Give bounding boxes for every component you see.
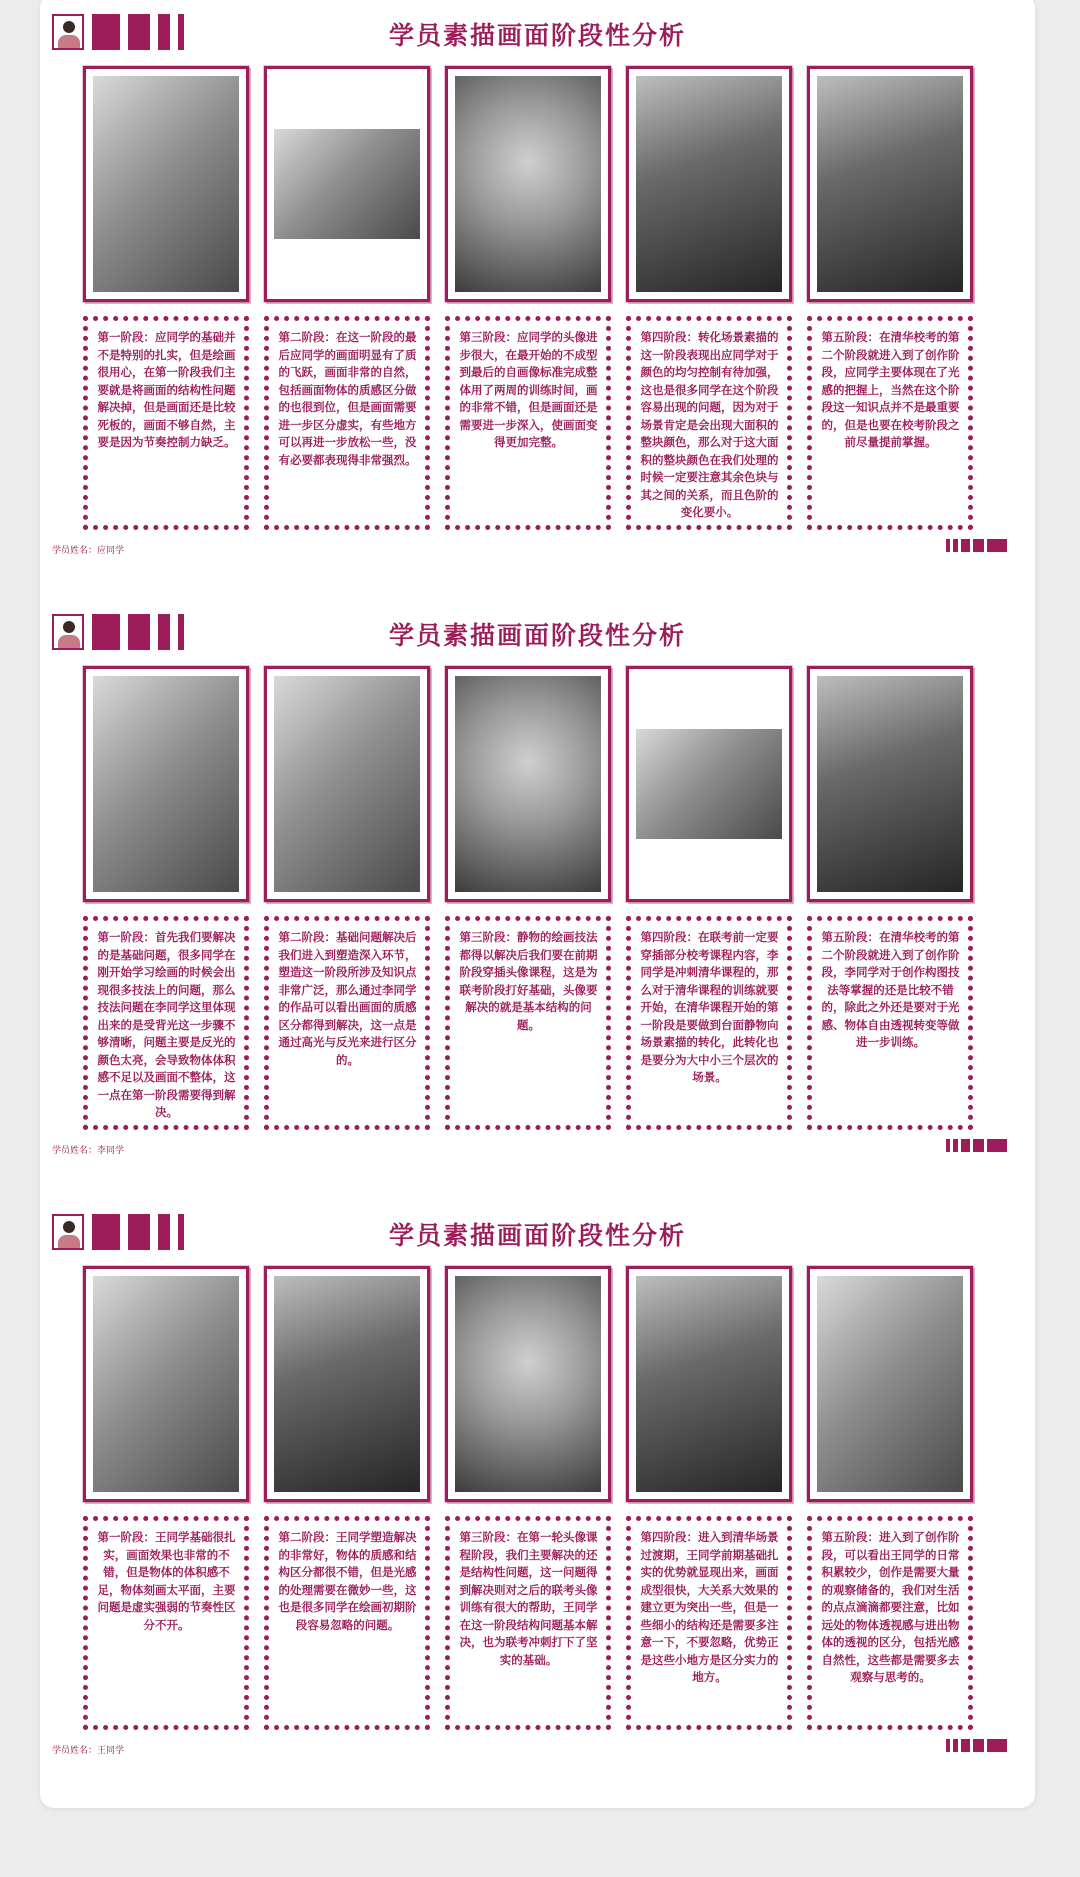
stage-1-photo [83,666,249,902]
student-name-label: 学员姓名：李同学 [52,1146,125,1156]
drawing-image [636,76,782,292]
stage-1-analysis: 第一阶段：首先我们要解决的是基础问题，很多同学在刚开始学习绘画的时候会出现很多技法上的问题，那么技法问题在李同学这里体现出来的是受背光这一步骤不够清晰，问题主要是反光的颜色太亮，会导致物体体积感不足以及画面不整体，这一点在第一阶段需要得到解决。 [83,916,249,1130]
stage-5-photo [807,666,973,902]
stage-1-photo [83,1266,249,1502]
stage-5-photo [807,66,973,302]
page-card [40,0,1035,1808]
drawing-image [817,76,963,292]
drawing-image [274,129,420,239]
stage-2-analysis: 第二阶段：基础问题解决后我们进入到塑造深入环节，塑造这一阶段所涉及知识点非常广泛，那么通过李同学的作品可以看出画面的质感区分都得到解决，这一点是通过高光与反光来进行区分的。 [264,916,430,1130]
stage-2-photo [264,1266,430,1502]
student-name-label: 学员姓名：应同学 [52,546,125,556]
analysis-section [40,0,1035,554]
stage-4-photo [626,66,792,302]
section-title: 学员素描画面阶段性分析 [388,621,686,650]
stage-1-analysis: 第一阶段：应同学的基础并不是特别的扎实，但是绘画很用心，在第一阶段我们主要就是将画面的结构性问题解决掉，但是画面还是比较死板的，画面不够自然，主要是因为节奏控制力缺乏。 [83,316,249,530]
analysis-section [40,594,1035,1154]
stage-5-analysis: 第五阶段：进入到了创作阶段，可以看出王同学的日常积累较少，创作是需要大量的观察储备的，我们对生活的点点滴滴都要注意，比如远处的物体透视感与进出物体的透视的区分，包括光感自然性，这些都是需要多去观察与思考的。 [807,1516,973,1730]
stage-4-analysis: 第四阶段：转化场景素描的这一阶段表现出应同学对于颜色的均匀控制有待加强，这也是很多同学在这个阶段容易出现的问题，因为对于场景肯定是会出现大面积的整块颜色，那么对于这大面积的整块颜色在我们处理的时候一定要注意其余色块与其之间的关系，而且色阶的变化要小。 [626,316,792,530]
drawing-image [93,1276,239,1492]
stage-2-photo [264,66,430,302]
analysis-section [40,1194,1035,1754]
drawing-image [636,729,782,839]
student-name-label: 学员姓名：王同学 [52,1746,125,1756]
stage-2-photo [264,666,430,902]
stage-4-photo [626,666,792,902]
stage-1-photo [83,66,249,302]
stage-2-analysis: 第二阶段：在这一阶段的最后应同学的画面明显有了质的飞跃，画面非常的自然，包括画面物体的质感区分做的也很到位，但是画面需要进一步区分虚实，有些地方可以再进一步放松一些，没有必要都表现得非常强烈。 [264,316,430,530]
stage-2-analysis: 第二阶段：王同学塑造解决的非常好，物体的质感和结构区分都很不错，但是光感的处理需要在微妙一些，这也是很多同学在绘画初期阶段容易忽略的问题。 [264,1516,430,1730]
drawing-image [455,76,601,292]
section-title: 学员素描画面阶段性分析 [388,21,686,50]
drawing-image [93,76,239,292]
stage-3-analysis: 第三阶段：应同学的头像进步很大，在最开始的不成型到最后的自画像标准完成整体用了两周的训练时间，画的非常不错，但是画面还是需要进一步深入，使画面变得更加完整。 [445,316,611,530]
stage-4-analysis: 第四阶段：在联考前一定要穿插部分校考课程内容，李同学是冲刺清华课程的，那么对于清华课程的训练就要开始，在清华课程开始的第一阶段是要做到台面静物向场景素描的转化，此转化也是要分为大中小三个层次的场景。 [626,916,792,1130]
drawing-image [455,1276,601,1492]
footer-decoration [946,1139,1007,1152]
drawing-image [274,676,420,892]
drawing-image [817,676,963,892]
stage-5-photo [807,1266,973,1502]
footer-decoration [946,539,1007,552]
drawing-image [274,1276,420,1492]
stage-5-analysis: 第五阶段：在清华校考的第二个阶段就进入到了创作阶段，李同学对于创作构图技法等掌握的还是比较不错的，除此之外还是要对于光感、物体自由透视转变等做进一步训练。 [807,916,973,1130]
stage-3-analysis: 第三阶段：静物的绘画技法都得以解决后我们要在前期阶段穿插头像课程，这是为联考阶段打好基础，头像要解决的就是基本结构的问题。 [445,916,611,1130]
drawing-image [636,1276,782,1492]
drawing-image [93,676,239,892]
stage-4-photo [626,1266,792,1502]
section-title: 学员素描画面阶段性分析 [388,1221,686,1250]
stage-3-analysis: 第三阶段：在第一轮头像课程阶段，我们主要解决的还是结构性问题，这一问题得到解决则对之后的联考头像训练有很大的帮助，王同学在这一阶段结构问题基本解决，也为联考冲刺打下了坚实的基础。 [445,1516,611,1730]
stage-3-photo [445,666,611,902]
drawing-image [455,676,601,892]
stage-1-analysis: 第一阶段：王同学基础很扎实，画面效果也非常的不错，但是物体的体积感不足，物体刻画太平面，主要问题是虚实强弱的节奏性区分不开。 [83,1516,249,1730]
stage-3-photo [445,1266,611,1502]
stage-5-analysis: 第五阶段：在清华校考的第二个阶段就进入到了创作阶段，应同学主要体现在了光感的把握上，当然在这个阶段这一知识点并不是最重要的，但是也要在校考阶段之前尽量提前掌握。 [807,316,973,530]
footer-decoration [946,1739,1007,1752]
stage-3-photo [445,66,611,302]
stage-4-analysis: 第四阶段：进入到清华场景过渡期，王同学前期基础扎实的优势就显现出来，画面成型很快，大关系大效果的建立更为突出一些，但是一些细小的结构还是需要多注意一下，不要忽略，优势正是这些小地方是区分实力的地方。 [626,1516,792,1730]
drawing-image [817,1276,963,1492]
